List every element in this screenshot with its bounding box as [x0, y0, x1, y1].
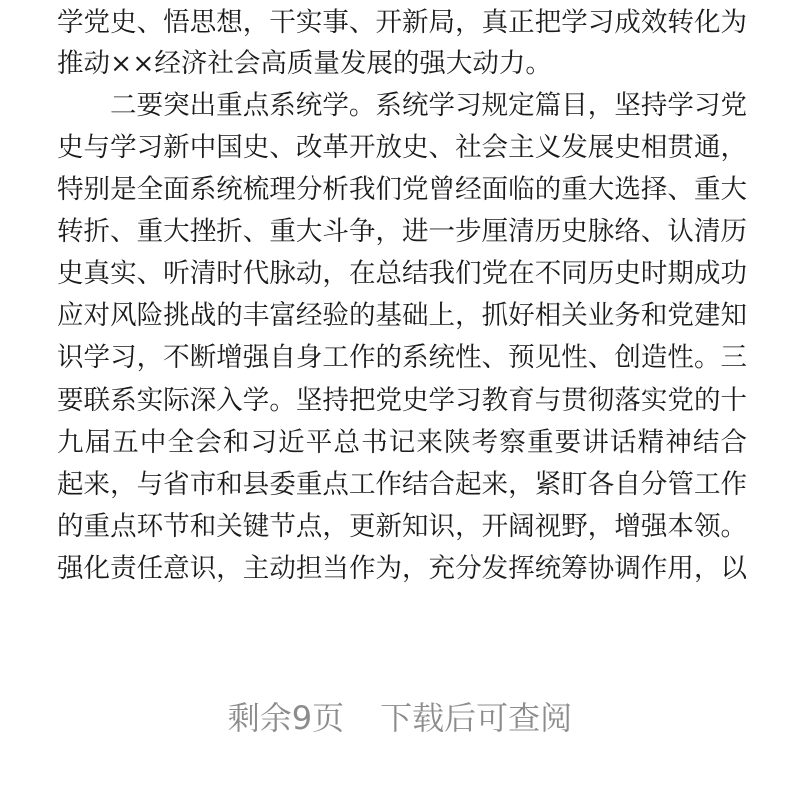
- text-line: 应对风险挑战的丰富经验的基础上，抓好相关业务和党建知: [57, 301, 747, 331]
- text-line: 识学习，不断增强自身工作的系统性、预见性、创造性。三: [57, 343, 747, 373]
- remaining-pages-label[interactable]: 剩余9页: [227, 699, 345, 737]
- text-line: 史真实、听清时代脉动，在总结我们党在不同历史时期成功: [57, 259, 747, 289]
- download-prompt[interactable]: [0, 696, 800, 740]
- text-line: 要联系实际深入学。坚持把党史学习教育与贯彻落实党的十: [57, 386, 747, 416]
- text-line: 学党史、悟思想，干实事、开新局，真正把学习成效转化为: [57, 8, 747, 38]
- text-line: 特别是全面系统梳理分析我们党曾经面临的重大选择、重大: [57, 175, 747, 205]
- text-line: 二要突出重点系统学。系统学习规定篇目，坚持学习党: [110, 91, 747, 121]
- text-line: 强化责任意识，主动担当作为，充分发挥统筹协调作用，以: [57, 554, 747, 584]
- text-line: 推动××经济社会高质量发展的强大动力。: [57, 49, 552, 79]
- text-line: 史与学习新中国史、改革开放史、社会主义发展史相贯通，: [57, 133, 747, 163]
- text-line: 九届五中全会和习近平总书记来陕考察重要讲话精神结合: [57, 428, 747, 458]
- text-line: 转折、重大挫折、重大斗争，进一步厘清历史脉络、认清历: [57, 217, 747, 247]
- text-line: 的重点环节和关键节点，更新知识，开阔视野，增强本领。: [57, 512, 747, 542]
- download-to-view-label[interactable]: 下载后可查阅: [380, 699, 573, 737]
- text-line: 起来，与省市和县委重点工作结合起来，紧盯各自分管工作: [57, 470, 747, 500]
